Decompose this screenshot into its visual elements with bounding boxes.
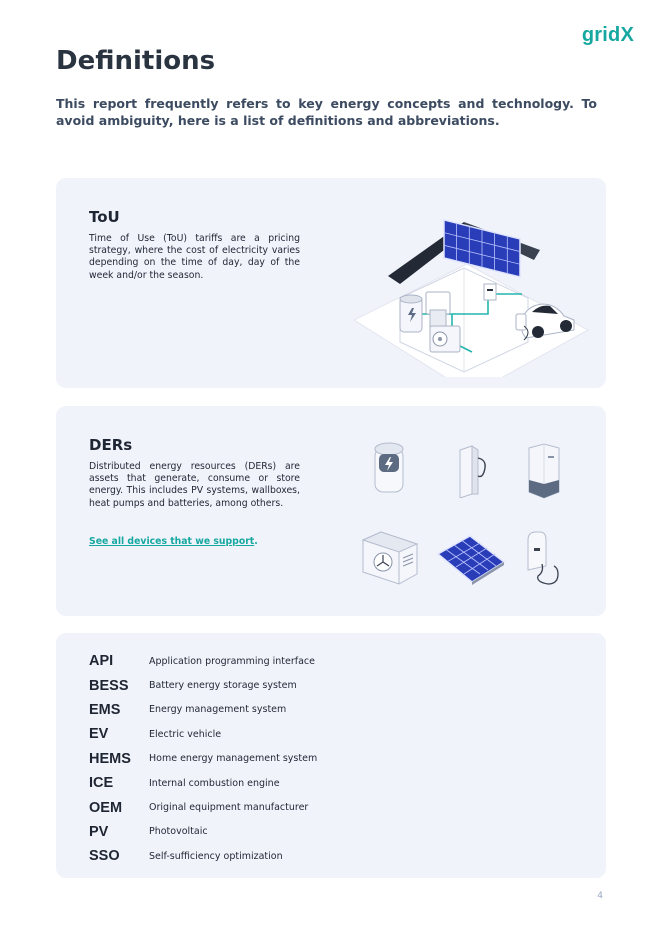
page-number: 4 [597, 891, 603, 901]
abbr-key: BESS [89, 677, 129, 694]
ders-description: Distributed energy resources (DERs) are assets that generate, consume or store energy. This includes PV systems, wallboxes, heat pumps and batteries, among others. [89, 461, 300, 509]
abbr-definition: Home energy management system [149, 753, 318, 765]
list-item [89, 795, 317, 819]
abbr-key: PV [89, 823, 109, 840]
abbr-key: ICE [89, 775, 114, 792]
abbr-definition: Electric vehicle [149, 728, 222, 740]
see-all-devices-link[interactable]: See all devices that we support [89, 536, 255, 547]
tou-title: ToU [89, 208, 120, 226]
abbr-key: API [89, 653, 114, 670]
smart-home-illustration [352, 202, 592, 377]
abbr-definition: Photovoltaic [149, 826, 208, 838]
abbr-key: OEM [89, 799, 123, 816]
abbr-definition: Self-sufficiency optimization [149, 850, 283, 862]
abbr-key: EMS [89, 701, 121, 718]
list-item [89, 771, 317, 795]
ev-charger-icon [524, 530, 564, 588]
abbr-definition: Battery energy storage system [149, 680, 297, 692]
gridx-logo: gridX [581, 24, 634, 46]
wallbox-icon [456, 444, 488, 498]
abbreviations-list [89, 649, 317, 869]
list-item [89, 673, 317, 697]
ders-title: DERs [89, 436, 133, 454]
intro-text: This report frequently refers to key energy concepts and technology. To avoid ambiguity, here is a list of definitions and abbreviations. [56, 96, 597, 128]
tou-card [56, 178, 606, 388]
battery-icon [373, 440, 405, 496]
list-item [89, 722, 317, 746]
tou-description: Time of Use (ToU) tariffs are a pricing strategy, where the cost of electricity varies depending on the time of day, day of the week and/or the season. [89, 233, 300, 281]
abbr-key: SSO [89, 848, 120, 865]
list-item [89, 820, 317, 844]
abbr-definition: Energy management system [149, 704, 287, 716]
heat-pump-icon [361, 530, 419, 586]
page-title: Definitions [56, 46, 216, 76]
abbr-key: EV [89, 726, 109, 743]
abbr-key: HEMS [89, 750, 131, 767]
abbr-definition: Original equipment manufacturer [149, 802, 309, 814]
abbr-definition: Application programming interface [149, 655, 315, 667]
home-storage-icon [526, 442, 562, 500]
ders-link-line [89, 529, 258, 548]
list-item [89, 698, 317, 722]
list-item [89, 844, 317, 868]
ders-card [56, 406, 606, 616]
abbr-definition: Internal combustion engine [149, 777, 280, 789]
list-item [89, 747, 317, 771]
link-suffix: . [254, 536, 258, 547]
abbreviations-card [56, 633, 606, 878]
solar-panel-icon [436, 532, 506, 590]
list-item [89, 649, 317, 673]
